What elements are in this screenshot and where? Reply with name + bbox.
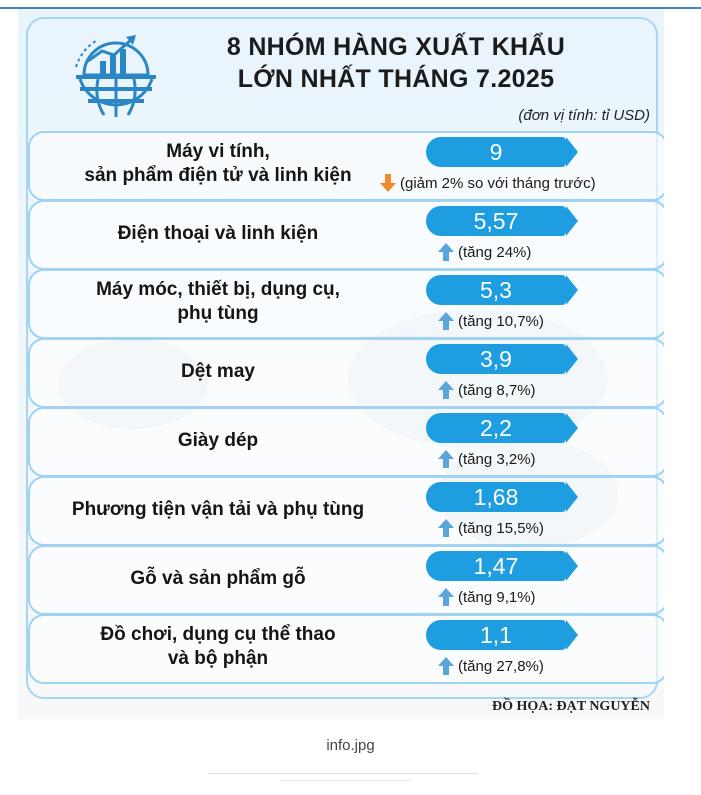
row-label-line: Phương tiện vận tải và phụ tùng: [71, 499, 365, 520]
infographic: [18, 9, 664, 719]
row-label-line: sản phẩm điện tử và linh kiện: [84, 165, 352, 186]
change-label: (tăng 10,7%): [458, 313, 544, 330]
unit-label: (đơn vị tính: tỉ USD): [518, 107, 650, 124]
arrow-up-icon: [438, 243, 454, 261]
arrow-up-icon: [438, 657, 454, 675]
chart-title-line-1: 8 NHÓM HÀNG XUẤT KHẨU: [226, 33, 566, 61]
row-label: [28, 567, 408, 591]
globe-chart-icon: [70, 27, 162, 119]
change-label: (tăng 9,1%): [458, 589, 536, 606]
row-label-line: phụ tùng: [177, 303, 259, 324]
change-label: (tăng 15,5%): [458, 520, 544, 537]
row-label: [28, 429, 408, 453]
value-badge: 5,3: [426, 275, 566, 305]
row-label-line: Máy móc, thiết bị, dụng cụ,: [96, 279, 340, 300]
row-label: [28, 360, 408, 384]
arrow-up-icon: [438, 381, 454, 399]
row-label-line: Máy vi tính,: [166, 141, 270, 162]
arrow-down-icon: [380, 174, 396, 192]
image-caption: info.jpg: [326, 737, 375, 754]
change-label: (giảm 2% so với tháng trước): [400, 175, 596, 192]
value-badge: 1,68: [426, 482, 566, 512]
row-label: [28, 623, 408, 671]
chart-title-line-2: LỚN NHẤT THÁNG 7.2025: [237, 65, 555, 93]
change-label: (tăng 8,7%): [458, 382, 536, 399]
row-label: [28, 140, 408, 188]
value-badge: 9: [426, 137, 566, 167]
arrow-up-icon: [438, 519, 454, 537]
arrow-up-icon: [438, 312, 454, 330]
change-label: (tăng 24%): [458, 244, 532, 261]
row-label-line: Giày dép: [177, 430, 259, 451]
value-badge: 5,57: [426, 206, 566, 236]
row-label-line: Gỗ và sản phẩm gỗ: [130, 568, 306, 589]
change-label: (tăng 3,2%): [458, 451, 536, 468]
row-label-line: Dệt may: [181, 361, 255, 382]
value-badge: 1,47: [426, 551, 566, 581]
row-label-line: và bộ phận: [167, 648, 269, 669]
row-label-line: Đồ chơi, dụng cụ thể thao: [100, 624, 336, 645]
row-label: [28, 278, 408, 326]
arrow-up-icon: [438, 588, 454, 606]
value-badge: 1,1: [426, 620, 566, 650]
graphic-credit: ĐỒ HỌA: ĐẠT NGUYỄN: [491, 699, 650, 714]
value-badge: 2,2: [426, 413, 566, 443]
row-label: [28, 222, 408, 246]
change-label: (tăng 27,8%): [458, 658, 544, 675]
arrow-up-icon: [438, 450, 454, 468]
caption-divider: [280, 780, 410, 781]
row-label-line: Điện thoại và linh kiện: [117, 223, 319, 244]
row-label: [28, 498, 408, 522]
caption-divider: [208, 773, 478, 774]
value-badge: 3,9: [426, 344, 566, 374]
